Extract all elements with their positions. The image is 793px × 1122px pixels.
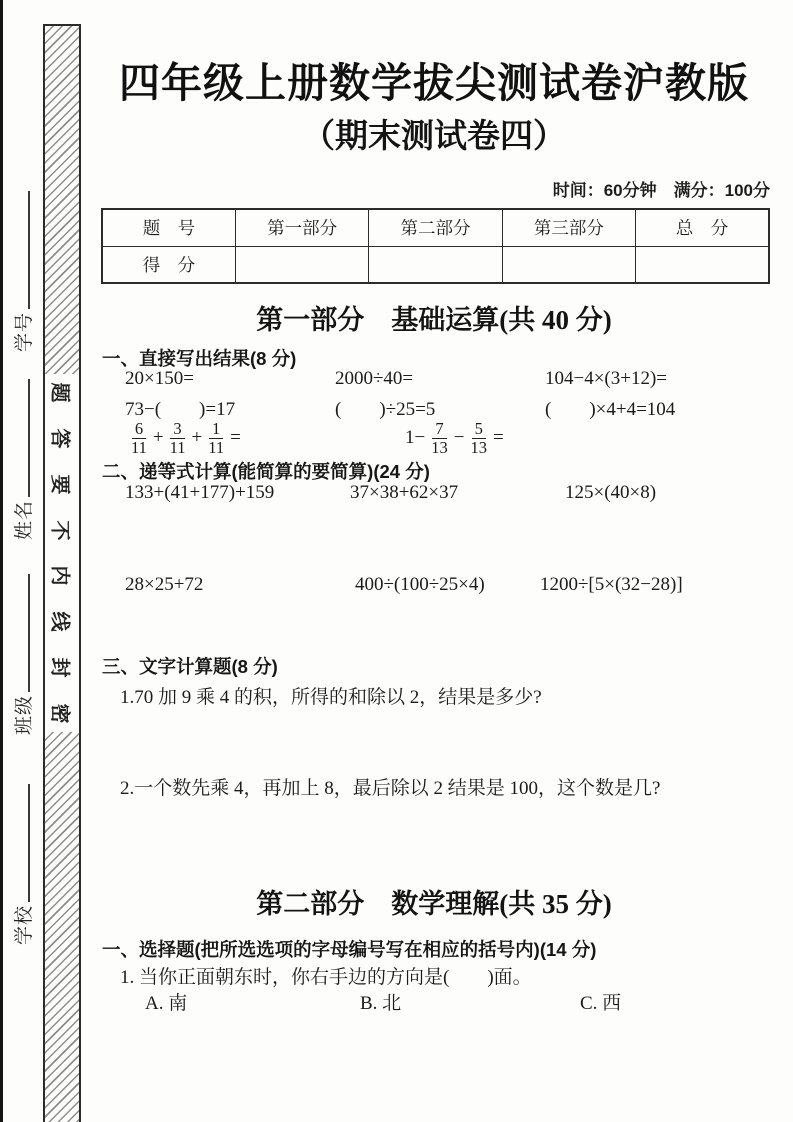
score-cell-total [636, 246, 769, 283]
student-name-blank-line [26, 379, 30, 497]
minus-sign: − [453, 427, 465, 448]
problem: 1200÷[5×(32−28)] [540, 574, 683, 595]
part1-heading: 第一部分 基础运算(共 40 分) [256, 305, 612, 335]
problem: 73−( )=17 [125, 399, 236, 420]
word-problem-2: 2.一个数先乘 4，再加上 8，最后除以 2 结果是 100，这个数是几? [120, 778, 661, 799]
fraction [205, 420, 227, 457]
school-label: 学校 [14, 904, 35, 945]
section2-stepwise-calc-heading: 二、递等式计算(能简算的要简算)(24 分) [102, 461, 430, 482]
numerator: 1 [209, 420, 223, 439]
student-name-field [9, 379, 36, 540]
problem: 20×150= [125, 368, 194, 389]
seal-char: 答 [48, 428, 71, 449]
class-blank-line [26, 574, 30, 692]
denominator: 11 [208, 438, 225, 458]
score-table [101, 208, 770, 284]
choice-question-1: 1. 当你正面朝东时，你右手边的方向是( )面。 [120, 967, 532, 988]
scan-edge [0, 0, 3, 1122]
numerator: 6 [132, 420, 146, 439]
problem: 28×25+72 [125, 574, 204, 595]
problem: 104−4×(3+12)= [545, 368, 668, 389]
school-blank-line [26, 784, 30, 902]
seal-char: 封 [48, 657, 71, 678]
section1-write-results-heading: 一、直接写出结果(8 分) [102, 348, 297, 369]
seal-hatch-top [45, 26, 79, 374]
section3-word-problems-heading: 三、文字计算题(8 分) [102, 656, 278, 677]
fraction-problem-2 [405, 420, 504, 457]
class-field [9, 574, 36, 735]
fraction [167, 420, 189, 457]
paper-title: 四年级上册数学拔尖测试卷沪教版 [119, 60, 749, 106]
score-table-header-part3: 第三部分 [502, 209, 635, 246]
seal-char: 不 [48, 520, 71, 541]
choice-option-c: C. 西 [580, 993, 622, 1014]
student-id-field [9, 191, 36, 352]
fraction [428, 420, 451, 457]
score-table-header-question: 题 号 [102, 209, 235, 246]
seal-hatch-bottom [45, 732, 79, 1122]
time-and-score-info: 时间：60分钟 满分：100分 [552, 181, 770, 200]
problem: 2000÷40= [335, 368, 414, 389]
class-label: 班级 [14, 694, 35, 735]
seal-char: 内 [48, 565, 71, 586]
denominator: 11 [131, 438, 147, 458]
student-id-blank-line [26, 191, 30, 309]
student-id-label: 学号 [14, 311, 35, 352]
part2-heading: 第二部分 数学理解(共 35 分) [256, 889, 612, 919]
problem: 37×38+62×37 [350, 482, 459, 503]
problem: 133+(41+177)+159 [125, 482, 275, 503]
multiple-choice-heading: 一、选择题(把所选选项的字母编号写在相应的括号内)(14 分) [102, 939, 597, 960]
score-row-label: 得 分 [102, 246, 235, 283]
seal-char: 要 [48, 474, 71, 495]
score-table-score-row [102, 246, 769, 283]
score-table-header-part2: 第二部分 [369, 209, 502, 246]
fraction [467, 420, 490, 457]
student-name-label: 姓名 [14, 499, 35, 540]
equals-sign: = [492, 427, 504, 448]
plus-sign: + [191, 427, 203, 448]
score-table-header-total: 总 分 [636, 209, 769, 246]
choice-option-b: B. 北 [360, 993, 402, 1014]
plus-sign: + [152, 427, 164, 448]
seal-line-band [43, 24, 81, 1122]
score-cell-part2 [369, 246, 502, 283]
whole-number: 1 [405, 427, 415, 448]
numerator: 3 [170, 420, 184, 439]
denominator: 13 [431, 438, 448, 458]
problem: 125×(40×8) [565, 482, 657, 503]
numerator: 7 [432, 420, 446, 439]
equals-sign: = [230, 427, 241, 448]
paper-subtitle: （期末测试卷四） [302, 117, 566, 154]
seal-char: 密 [48, 703, 71, 724]
score-cell-part3 [502, 246, 635, 283]
seal-char: 题 [48, 382, 71, 403]
word-problem-1: 1.70 加 9 乘 4 的积，所得的和除以 2，结果是多少? [120, 687, 542, 708]
score-table-header-row [102, 209, 769, 246]
fraction-problem-1 [125, 420, 241, 457]
numerator: 5 [472, 420, 486, 439]
denominator: 13 [470, 438, 487, 458]
choice-option-a: A. 南 [145, 993, 188, 1014]
problem: 400÷(100÷25×4) [355, 574, 485, 595]
fraction [128, 420, 150, 457]
seal-char: 线 [48, 611, 71, 632]
denominator: 11 [169, 438, 186, 458]
school-field [9, 784, 36, 945]
score-table-header-part1: 第一部分 [235, 209, 368, 246]
minus-sign: − [414, 427, 426, 448]
problem: ( )÷25=5 [335, 399, 436, 420]
score-cell-part1 [235, 246, 368, 283]
seal-warning-text [45, 374, 79, 732]
problem: ( )×4+4=104 [545, 399, 676, 420]
